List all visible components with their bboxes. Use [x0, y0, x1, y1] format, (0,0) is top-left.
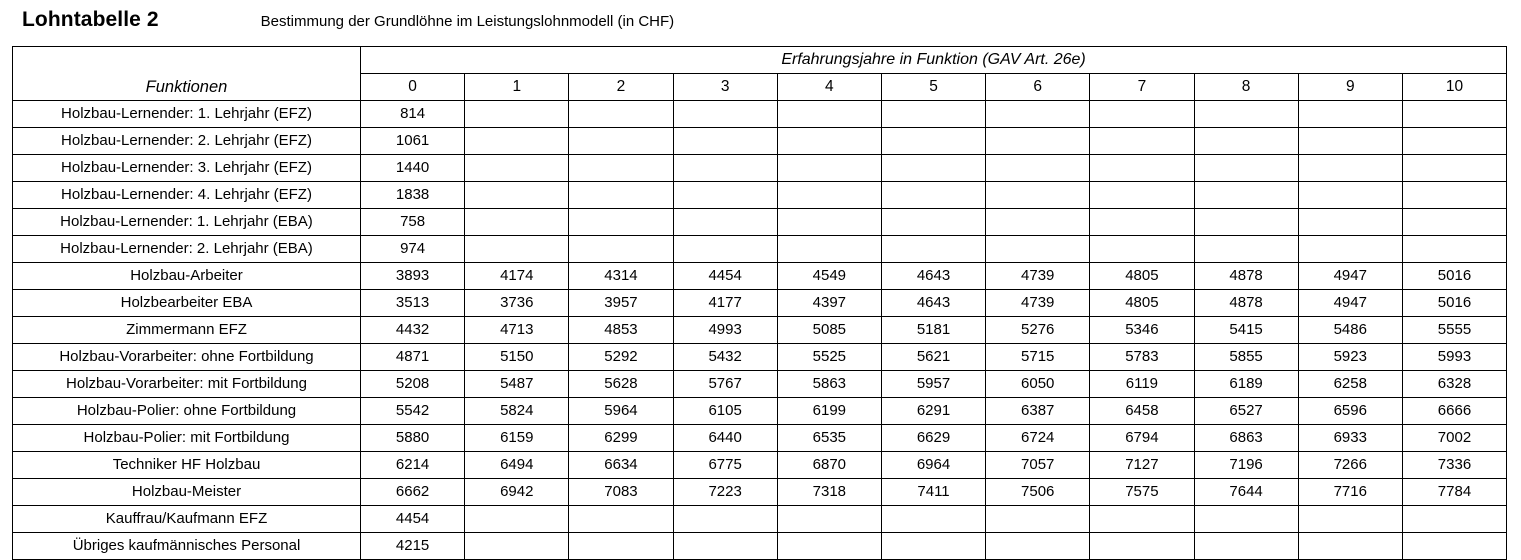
wage-cell [1194, 182, 1298, 209]
wage-cell: 3736 [465, 290, 569, 317]
row-label: Holzbau-Lernender: 2. Lehrjahr (EFZ) [13, 128, 361, 155]
wage-cell [881, 236, 985, 263]
table-body [13, 101, 1507, 560]
wage-cell [569, 533, 673, 560]
wage-cell: 4454 [673, 263, 777, 290]
row-label: Holzbau-Lernender: 2. Lehrjahr (EBA) [13, 236, 361, 263]
wage-cell [777, 236, 881, 263]
column-header-year: 4 [777, 74, 881, 101]
wage-cell [881, 155, 985, 182]
wage-cell [986, 182, 1090, 209]
wage-cell [673, 128, 777, 155]
wage-cell: 5016 [1402, 290, 1506, 317]
table-row [13, 506, 1507, 533]
wage-cell: 4947 [1298, 290, 1402, 317]
wage-cell [1402, 155, 1506, 182]
column-header-year: 1 [465, 74, 569, 101]
column-header-year: 8 [1194, 74, 1298, 101]
wage-cell: 4174 [465, 263, 569, 290]
wage-cell: 5715 [986, 344, 1090, 371]
wage-cell [1402, 236, 1506, 263]
wage-cell: 4549 [777, 263, 881, 290]
wage-cell [1194, 128, 1298, 155]
row-label: Kauffrau/Kaufmann EFZ [13, 506, 361, 533]
wage-cell: 5208 [361, 371, 465, 398]
table-row [13, 263, 1507, 290]
wage-cell: 5783 [1090, 344, 1194, 371]
wage-cell [1298, 155, 1402, 182]
row-label: Holzbau-Vorarbeiter: ohne Fortbildung [13, 344, 361, 371]
wage-cell [777, 533, 881, 560]
wage-cell [1402, 533, 1506, 560]
wage-cell [1194, 236, 1298, 263]
wage-cell [465, 128, 569, 155]
wage-cell: 1838 [361, 182, 465, 209]
wage-cell: 3893 [361, 263, 465, 290]
wage-cell: 6199 [777, 398, 881, 425]
wage-cell: 6291 [881, 398, 985, 425]
table-head [13, 47, 1507, 101]
wage-cell [1090, 155, 1194, 182]
wage-cell: 4643 [881, 290, 985, 317]
table-row [13, 479, 1507, 506]
wage-cell [777, 182, 881, 209]
wage-cell: 4454 [361, 506, 465, 533]
wage-cell [1402, 506, 1506, 533]
wage-cell: 5824 [465, 398, 569, 425]
wage-cell: 4314 [569, 263, 673, 290]
column-header-year: 3 [673, 74, 777, 101]
wage-cell: 4713 [465, 317, 569, 344]
wage-cell [1402, 101, 1506, 128]
row-label: Holzbau-Lernender: 1. Lehrjahr (EBA) [13, 209, 361, 236]
wage-cell: 6775 [673, 452, 777, 479]
wage-cell [569, 506, 673, 533]
wage-cell [1298, 128, 1402, 155]
wage-cell: 5346 [1090, 317, 1194, 344]
wage-cell: 6724 [986, 425, 1090, 452]
wage-cell [777, 209, 881, 236]
column-header-year: 7 [1090, 74, 1194, 101]
wage-cell: 5085 [777, 317, 881, 344]
wage-cell [569, 236, 673, 263]
wage-cell: 5525 [777, 344, 881, 371]
wage-cell: 4177 [673, 290, 777, 317]
table-row [13, 128, 1507, 155]
wage-cell: 6527 [1194, 398, 1298, 425]
wage-cell: 1061 [361, 128, 465, 155]
wage-cell [1090, 236, 1194, 263]
row-label: Übriges kaufmännisches Personal [13, 533, 361, 560]
wage-cell [465, 182, 569, 209]
wage-cell [569, 101, 673, 128]
wage-cell [465, 155, 569, 182]
wage-cell: 7411 [881, 479, 985, 506]
wage-cell: 5542 [361, 398, 465, 425]
wage-cell [1090, 182, 1194, 209]
wage-cell [1090, 506, 1194, 533]
wage-cell [1090, 209, 1194, 236]
page-title: Lohntabelle 2 [22, 8, 159, 31]
table-row [13, 425, 1507, 452]
wage-cell [1402, 128, 1506, 155]
wage-cell: 6050 [986, 371, 1090, 398]
table-row [13, 182, 1507, 209]
wage-cell: 5487 [465, 371, 569, 398]
wage-cell [881, 128, 985, 155]
wage-cell: 7002 [1402, 425, 1506, 452]
column-header-year: 6 [986, 74, 1090, 101]
wage-cell: 6189 [1194, 371, 1298, 398]
wage-cell: 6458 [1090, 398, 1194, 425]
wage-cell: 7223 [673, 479, 777, 506]
wage-cell: 5964 [569, 398, 673, 425]
wage-cell: 758 [361, 209, 465, 236]
wage-cell: 5415 [1194, 317, 1298, 344]
wage-cell [1090, 101, 1194, 128]
row-label: Zimmermann EFZ [13, 317, 361, 344]
wage-cell: 6440 [673, 425, 777, 452]
row-label: Holzbau-Vorarbeiter: mit Fortbildung [13, 371, 361, 398]
wage-cell: 6596 [1298, 398, 1402, 425]
wage-cell: 5432 [673, 344, 777, 371]
wage-cell [881, 209, 985, 236]
wage-cell: 6863 [1194, 425, 1298, 452]
wage-cell [465, 209, 569, 236]
wage-cell [569, 182, 673, 209]
wage-cell: 5555 [1402, 317, 1506, 344]
wage-cell [777, 101, 881, 128]
wage-cell [673, 209, 777, 236]
wage-cell: 5957 [881, 371, 985, 398]
row-label: Holzbau-Polier: ohne Fortbildung [13, 398, 361, 425]
wage-cell: 3513 [361, 290, 465, 317]
wage-cell: 5292 [569, 344, 673, 371]
wage-cell: 6942 [465, 479, 569, 506]
wage-cell [1194, 506, 1298, 533]
row-label: Holzbau-Polier: mit Fortbildung [13, 425, 361, 452]
wage-cell: 5628 [569, 371, 673, 398]
wage-cell [1402, 182, 1506, 209]
wage-cell [1298, 533, 1402, 560]
wage-cell: 4871 [361, 344, 465, 371]
wage-cell [673, 155, 777, 182]
wage-cell: 4853 [569, 317, 673, 344]
wage-cell: 7083 [569, 479, 673, 506]
row-label: Holzbau-Arbeiter [13, 263, 361, 290]
wage-cell: 4643 [881, 263, 985, 290]
wage-cell: 5150 [465, 344, 569, 371]
row-label: Holzbau-Lernender: 4. Lehrjahr (EFZ) [13, 182, 361, 209]
wage-cell [1298, 101, 1402, 128]
table-row [13, 398, 1507, 425]
wage-cell: 7575 [1090, 479, 1194, 506]
wage-cell [569, 155, 673, 182]
wage-cell: 4432 [361, 317, 465, 344]
wage-cell [881, 533, 985, 560]
wage-cell [465, 533, 569, 560]
wage-cell: 7716 [1298, 479, 1402, 506]
wage-cell [1194, 209, 1298, 236]
wage-cell: 5923 [1298, 344, 1402, 371]
wage-cell [1298, 182, 1402, 209]
wage-cell: 4805 [1090, 290, 1194, 317]
wage-cell: 6159 [465, 425, 569, 452]
wage-cell: 7196 [1194, 452, 1298, 479]
wage-cell [1298, 209, 1402, 236]
wage-cell: 4878 [1194, 290, 1298, 317]
wage-cell [673, 236, 777, 263]
wage-cell [777, 128, 881, 155]
wage-cell: 7266 [1298, 452, 1402, 479]
column-header-year: 10 [1402, 74, 1506, 101]
wage-cell [881, 101, 985, 128]
row-label: Holzbau-Lernender: 3. Lehrjahr (EFZ) [13, 155, 361, 182]
wage-cell: 6964 [881, 452, 985, 479]
document-header [0, 0, 1521, 46]
wage-cell [986, 101, 1090, 128]
wage-cell [986, 236, 1090, 263]
wage-cell: 4947 [1298, 263, 1402, 290]
table-row [13, 290, 1507, 317]
wage-cell [465, 236, 569, 263]
table-row [13, 452, 1507, 479]
wage-cell: 7506 [986, 479, 1090, 506]
wage-cell: 6794 [1090, 425, 1194, 452]
wage-cell [465, 506, 569, 533]
wage-cell: 6629 [881, 425, 985, 452]
wage-cell: 7784 [1402, 479, 1506, 506]
wage-cell [986, 209, 1090, 236]
wage-table [12, 46, 1507, 560]
column-header-year: 9 [1298, 74, 1402, 101]
wage-cell [673, 101, 777, 128]
wage-cell: 5880 [361, 425, 465, 452]
wage-cell: 4397 [777, 290, 881, 317]
table-row [13, 209, 1507, 236]
wage-cell: 5767 [673, 371, 777, 398]
wage-cell: 5863 [777, 371, 881, 398]
page-subtitle: Bestimmung der Grundlöhne im Leistungslohnmodell (in CHF) [260, 13, 675, 30]
wage-cell: 6119 [1090, 371, 1194, 398]
row-label: Holzbau-Lernender: 1. Lehrjahr (EFZ) [13, 101, 361, 128]
wage-cell: 5855 [1194, 344, 1298, 371]
wage-cell [673, 506, 777, 533]
wage-cell [673, 182, 777, 209]
table-row [13, 344, 1507, 371]
wage-cell: 6933 [1298, 425, 1402, 452]
wage-cell: 6494 [465, 452, 569, 479]
row-label: Holzbau-Meister [13, 479, 361, 506]
wage-cell [986, 533, 1090, 560]
wage-cell: 7318 [777, 479, 881, 506]
wage-cell: 1440 [361, 155, 465, 182]
wage-cell [569, 209, 673, 236]
wage-cell: 4878 [1194, 263, 1298, 290]
wage-cell [881, 182, 985, 209]
wage-cell: 6258 [1298, 371, 1402, 398]
wage-cell: 7057 [986, 452, 1090, 479]
wage-cell: 4805 [1090, 263, 1194, 290]
row-label: Techniker HF Holzbau [13, 452, 361, 479]
column-header-year: 2 [569, 74, 673, 101]
table-row [13, 101, 1507, 128]
wage-cell: 6662 [361, 479, 465, 506]
table-container [0, 46, 1521, 560]
wage-cell [777, 155, 881, 182]
column-header-year: 5 [881, 74, 985, 101]
wage-cell [673, 533, 777, 560]
table-row [13, 155, 1507, 182]
wage-cell [986, 128, 1090, 155]
wage-cell: 814 [361, 101, 465, 128]
wage-cell: 4993 [673, 317, 777, 344]
wage-cell: 7127 [1090, 452, 1194, 479]
wage-cell: 6105 [673, 398, 777, 425]
wage-cell [465, 101, 569, 128]
wage-cell: 6328 [1402, 371, 1506, 398]
wage-cell: 6299 [569, 425, 673, 452]
table-row [13, 236, 1507, 263]
wage-cell [986, 155, 1090, 182]
wage-cell: 4739 [986, 263, 1090, 290]
table-header-top-row [13, 47, 1507, 74]
row-label: Holzbearbeiter EBA [13, 290, 361, 317]
column-header-experience-years: Erfahrungsjahre in Funktion (GAV Art. 26e) [361, 47, 1507, 74]
column-header-functions: Funktionen [13, 47, 361, 101]
wage-cell: 5621 [881, 344, 985, 371]
wage-cell: 4739 [986, 290, 1090, 317]
wage-cell: 7336 [1402, 452, 1506, 479]
wage-cell: 6387 [986, 398, 1090, 425]
wage-cell [1298, 506, 1402, 533]
wage-cell: 5276 [986, 317, 1090, 344]
wage-cell [1298, 236, 1402, 263]
wage-cell [1090, 533, 1194, 560]
wage-cell: 6535 [777, 425, 881, 452]
wage-cell: 974 [361, 236, 465, 263]
wage-cell: 5486 [1298, 317, 1402, 344]
wage-cell [1090, 128, 1194, 155]
wage-cell: 4215 [361, 533, 465, 560]
wage-cell [986, 506, 1090, 533]
wage-cell: 7644 [1194, 479, 1298, 506]
wage-cell [569, 128, 673, 155]
wage-cell [1402, 209, 1506, 236]
wage-cell [1194, 155, 1298, 182]
table-row [13, 533, 1507, 560]
wage-cell: 5993 [1402, 344, 1506, 371]
wage-cell: 3957 [569, 290, 673, 317]
column-header-year: 0 [361, 74, 465, 101]
table-row [13, 371, 1507, 398]
wage-cell: 6214 [361, 452, 465, 479]
wage-cell: 6634 [569, 452, 673, 479]
table-row [13, 317, 1507, 344]
wage-cell: 5181 [881, 317, 985, 344]
wage-cell [777, 506, 881, 533]
wage-cell: 6870 [777, 452, 881, 479]
wage-cell: 6666 [1402, 398, 1506, 425]
wage-cell: 5016 [1402, 263, 1506, 290]
wage-cell [1194, 101, 1298, 128]
wage-cell [1194, 533, 1298, 560]
wage-cell [881, 506, 985, 533]
